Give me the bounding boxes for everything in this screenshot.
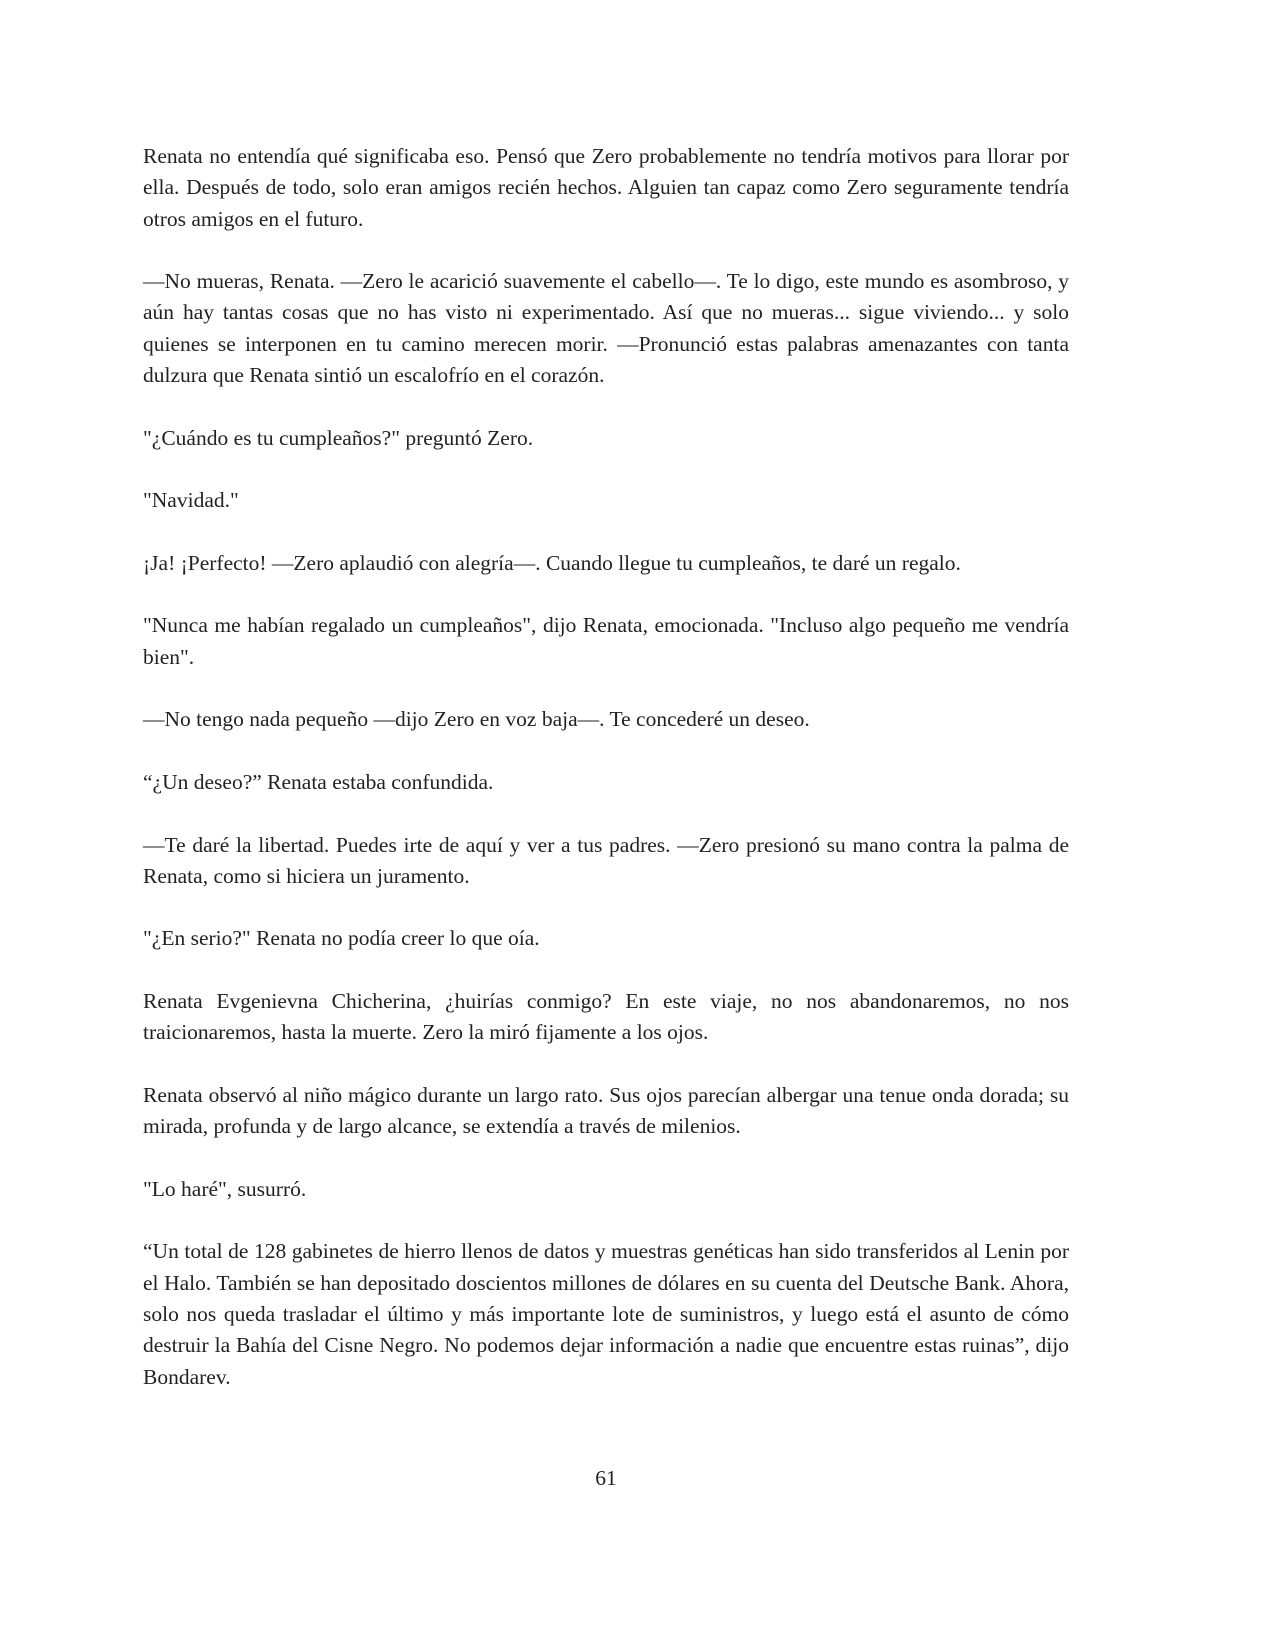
paragraph: “¿Un deseo?” Renata estaba confundida. xyxy=(143,769,494,794)
paragraph: "Navidad." xyxy=(143,488,239,513)
paragraph: Renata no entendía qué significaba eso. Pensó que Zero probablemente no tendría motivos para llorar por ella. Después de todo, solo eran amigos recién hechos. Alguien tan capaz como Zero seguramente tendría otros amigos en el futuro. xyxy=(143,144,1069,231)
paragraph: "Lo haré", susurró. xyxy=(143,1176,307,1201)
paragraph: ¡Ja! ¡Perfecto! —Zero aplaudió con alegría—. Cuando llegue tu cumpleaños, te daré un regalo. xyxy=(143,550,961,575)
page-body xyxy=(143,141,1069,1424)
paragraph: Renata Evgenievna Chicherina, ¿huirías conmigo? En este viaje, no nos abandonaremos, no nos traicionaremos, hasta la muerte. Zero la miró fijamente a los ojos. xyxy=(143,989,1069,1045)
page-number: 61 xyxy=(595,1466,617,1490)
paragraph: "Nunca me habían regalado un cumpleaños", dijo Renata, emocionada. "Incluso algo pequeño me vendría bien". xyxy=(143,613,1069,669)
paragraph: —No mueras, Renata. —Zero le acarició suavemente el cabello—. Te lo digo, este mundo es asombroso, y aún hay tantas cosas que no has visto ni experimentado. Así que no mueras... sigue viviendo... y solo quienes se interponen en tu camino merecen morir. —Pronunció estas palabras amenazantes con tanta dulzura que Renata sintió un escalofrío en el corazón. xyxy=(143,269,1069,388)
paragraph: "¿Cuándo es tu cumpleaños?" preguntó Zero. xyxy=(143,425,534,450)
paragraph: “Un total de 128 gabinetes de hierro llenos de datos y muestras genéticas han sido transferidos al Lenin por el Halo. También se han depositado doscientos millones de dólares en su cuenta del Deutsche Bank. Ahora, solo nos queda trasladar el último y más importante lote de suministros, y luego está el asunto de cómo destruir la Bahía del Cisne Negro. No podemos dejar información a nadie que encuentre estas ruinas”, dijo Bondarev. xyxy=(143,1239,1069,1389)
paragraph: "¿En serio?" Renata no podía creer lo que oía. xyxy=(143,926,540,951)
paragraph: Renata observó al niño mágico durante un largo rato. Sus ojos parecían albergar una tenue onda dorada; su mirada, profunda y de largo alcance, se extendía a través de milenios. xyxy=(143,1082,1069,1139)
paragraph: —Te daré la libertad. Puedes irte de aquí y ver a tus padres. —Zero presionó su mano contra la palma de Renata, como si hiciera un juramento. xyxy=(143,832,1069,888)
paragraph: —No tengo nada pequeño —dijo Zero en voz baja—. Te concederé un deseo. xyxy=(143,707,810,732)
